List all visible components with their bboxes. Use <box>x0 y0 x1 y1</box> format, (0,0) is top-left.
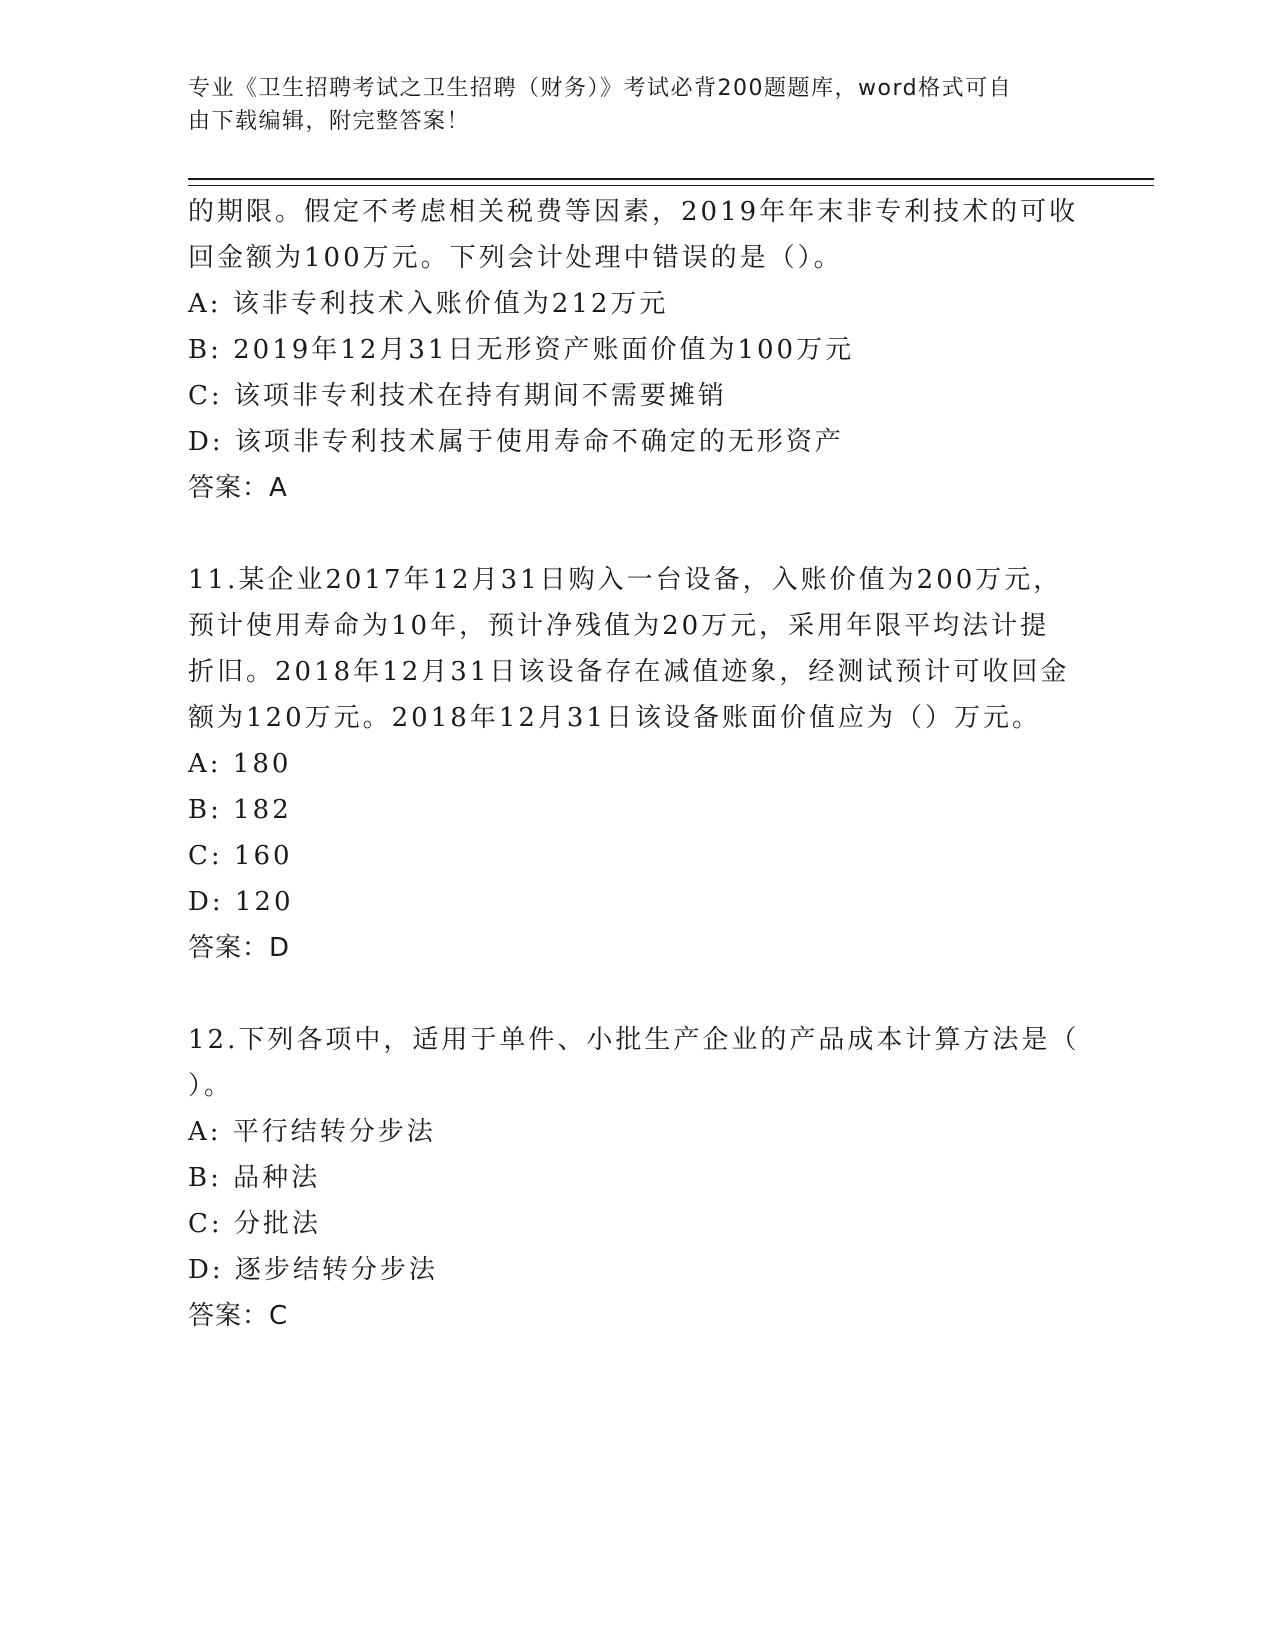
question-block-prev <box>188 189 1088 511</box>
header-divider <box>188 178 1154 186</box>
question-stem-line: 11.某企业2017年12月31日购入一台设备，入账价值为200万元， <box>188 565 1063 595</box>
option-a: A: 该非专利技术入账价值为212万元 <box>188 289 669 319</box>
answer-line: 答案：D <box>188 933 291 963</box>
option-c: C: 160 <box>188 841 293 871</box>
spacer <box>188 511 1088 557</box>
question-block-12 <box>188 1017 1088 1339</box>
answer-line: 答案：C <box>188 1301 289 1331</box>
question-stem-line: 折旧。2018年12月31日该设备存在减值迹象，经测试预计可收回金 <box>188 657 1070 687</box>
question-content <box>188 189 1088 1339</box>
question-stem-line: 预计使用寿命为10年，预计净残值为20万元，采用年限平均法计提 <box>188 611 1050 641</box>
option-c: C: 分批法 <box>188 1209 321 1239</box>
option-d: D: 120 <box>188 887 294 917</box>
option-b: B: 品种法 <box>188 1163 321 1193</box>
document-header <box>188 72 1068 138</box>
question-stem-line: 12.下列各项中，适用于单件、小批生产企业的产品成本计算方法是（ <box>188 1025 1080 1055</box>
option-a: A: 平行结转分步法 <box>188 1117 436 1147</box>
header-line-1: 专业《卫生招聘考试之卫生招聘（财务）》考试必背200题题库，word格式可自 <box>188 76 1013 101</box>
question-block-11 <box>188 557 1088 971</box>
question-stem-line: 额为120万元。2018年12月31日该设备账面价值应为（）万元。 <box>188 703 1041 733</box>
option-c: C: 该项非专利技术在持有期间不需要摊销 <box>188 381 727 411</box>
question-stem-line: ）。 <box>188 1071 234 1101</box>
option-a: A: 180 <box>188 749 292 779</box>
header-line-2: 由下载编辑，附完整答案！ <box>188 109 471 134</box>
question-stem-line: 回金额为100万元。下列会计处理中错误的是（）。 <box>188 243 843 273</box>
spacer <box>188 971 1088 1017</box>
option-d: D: 逐步结转分步法 <box>188 1255 438 1285</box>
answer-line: 答案：A <box>188 473 288 503</box>
option-d: D: 该项非专利技术属于使用寿命不确定的无形资产 <box>188 427 844 457</box>
question-stem-line: 的期限。假定不考虑相关税费等因素，2019年年末非专利技术的可收 <box>188 197 1079 227</box>
option-b: B: 182 <box>188 795 292 825</box>
option-b: B: 2019年12月31日无形资产账面价值为100万元 <box>188 335 855 365</box>
